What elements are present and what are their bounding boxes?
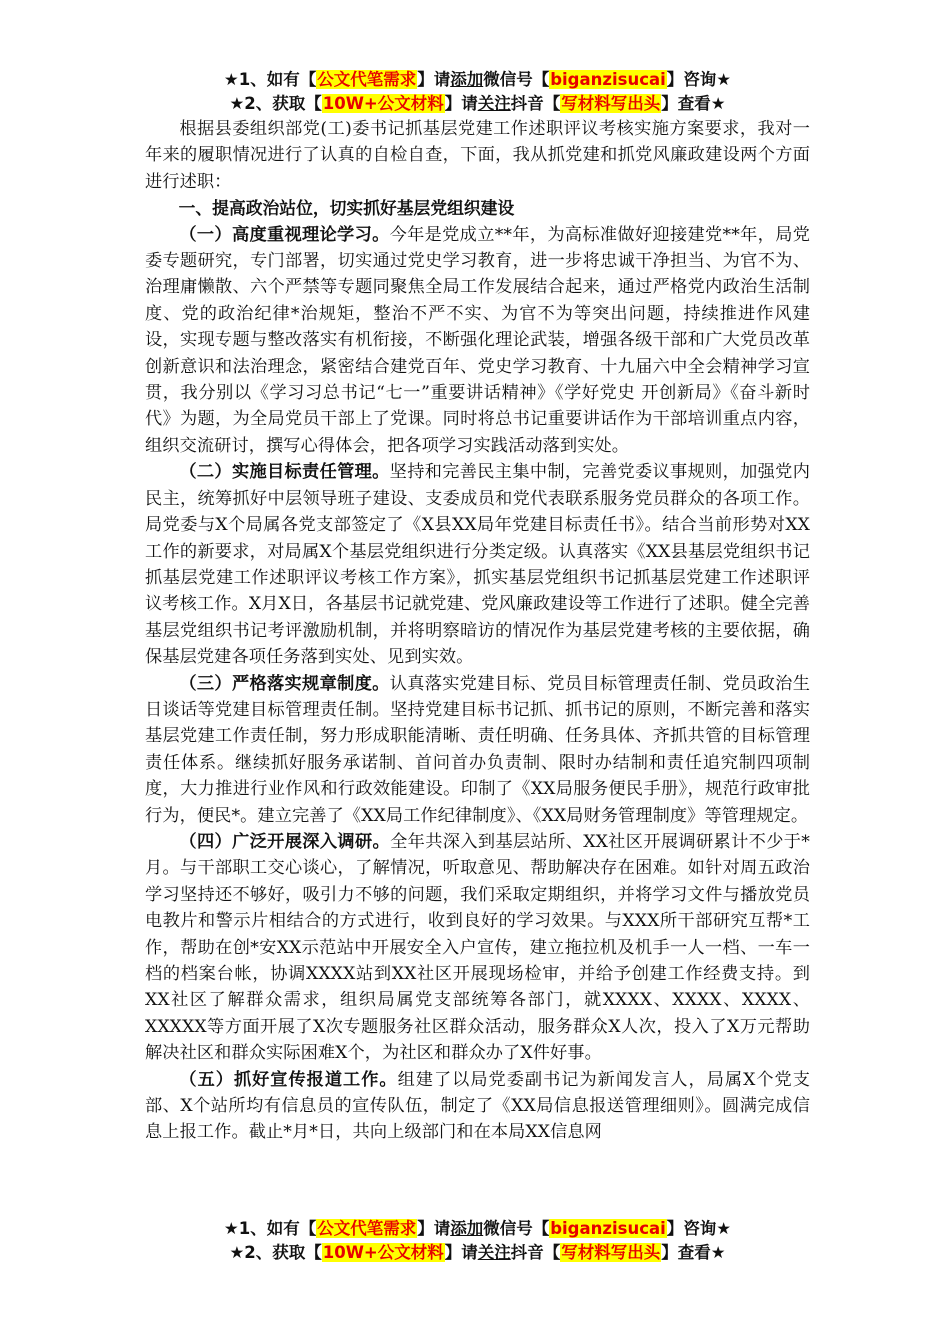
- banner-text: 】请: [444, 94, 478, 113]
- wechat-id: biganzisucai: [550, 70, 666, 89]
- highlight-text: 10W+公文材料: [322, 1243, 444, 1262]
- banner-text: 抖音【: [510, 1243, 561, 1262]
- document-page: [145, 68, 810, 1146]
- underline-text: 关注: [477, 94, 511, 113]
- paragraph-lead: （四）广泛开展深入调研。: [179, 831, 391, 852]
- intro-paragraph: 根据县委组织部党(工)委书记抓基层党建工作述职评议考核实施方案要求，我对一年来的履职情况进行了认真的自检自查，下面，我从抓党建和抓党风廉政建设两个方面进行述职：: [145, 119, 810, 192]
- banner-text: 】请: [417, 1219, 451, 1238]
- body-paragraph: [145, 222, 810, 460]
- banner-text: 】咨询★: [666, 1219, 732, 1238]
- banner-text: ★2、获取【: [229, 1243, 322, 1262]
- banner-text: ★1、如有【: [223, 1219, 317, 1238]
- douyin-account: 写材料写出头: [561, 1243, 661, 1262]
- paragraph-lead: （三）严格落实规章制度。: [179, 673, 390, 694]
- document-body: [145, 116, 810, 1146]
- highlight-text: 公文代笔需求: [317, 70, 417, 89]
- paragraph-lead: （五）抓好宣传报道工作。: [179, 1069, 398, 1090]
- underline-text: 添加: [450, 1219, 484, 1238]
- body-paragraph: [145, 671, 810, 829]
- paragraph-text: 组建了以局党委副书记为新闻发言人，局属X个党支部、X个站所均有信息员的宣传队伍，制定了《XX局信息报送管理细则》。圆满完成信息上报工作。截止*月*日，共向上级部门和在本局XX信息网: [145, 1069, 810, 1143]
- paragraph-text: 坚持和完善民主集中制，完善党委议事规则，加强党内民主，统筹抓好中层领导班子建设、支委成员和党代表联系服务党员群众的各项工作。局党委与X个局属各党支部签定了《X县XX局年党建目标责任书》。结合当前形势对XX工作的新要求，对局属X个基层党组织进行分类定级。认真落实《XX县基层党组织书记抓基层党建工作述职评议考核工作方案》，抓实基层党组织书记抓基层党建工作述职评议考核工作。X月X日，各基层书记就党建、党风廉政建设等工作进行了述职。健全完善基层党组织书记考评激励机制，并将明察暗访的情况作为基层党建考核的主要依据，确保基层党建各项任务落到实处、见到实效。: [145, 462, 810, 668]
- body-paragraph: [145, 1067, 810, 1146]
- body-paragraph: [145, 829, 810, 1067]
- banner-text: 微信号【: [483, 70, 550, 89]
- banner-text: ★1、如有【: [223, 70, 317, 89]
- body-paragraph: [145, 459, 810, 670]
- underline-text: 添加: [450, 70, 484, 89]
- banner-text: 抖音【: [510, 94, 561, 113]
- banner-text: 】咨询★: [666, 70, 732, 89]
- banner-text: 微信号【: [483, 1219, 550, 1238]
- footer-banner: [145, 1217, 810, 1265]
- douyin-account: 写材料写出头: [561, 94, 661, 113]
- paragraph-lead: （一）高度重视理论学习。: [179, 224, 390, 245]
- paragraph-lead: （二）实施目标责任管理。: [179, 462, 390, 483]
- banner-text: 】请: [417, 70, 451, 89]
- banner-line-1: [145, 68, 810, 92]
- banner-text: 】查看★: [661, 94, 726, 113]
- underline-text: 关注: [477, 1243, 511, 1262]
- highlight-text: 公文代笔需求: [317, 1219, 417, 1238]
- banner-line-1: [145, 1217, 810, 1241]
- section-heading: 一、提高政治站位，切实抓好基层党组织建设: [178, 198, 515, 219]
- header-banner: [145, 68, 810, 116]
- paragraph-text: 今年是党成立**年，为高标准做好迎接建党**年，局党委专题研究，专门部署，切实通过党史学习教育，进一步将忠诚干净担当、为官不为、治理庸懒散、六个严禁等专题同聚焦全局工作发展结合起来，通过严格党内政治生活制度、党的政治纪律*治规矩，整治不严不实、为官不为等突出问题，持续推进作风建设，实现专题与整改落实有机衔接，不断强化理论武装，增强各级干部和广大党员改革创新意识和法治理念，紧密结合建党百年、党史学习教育、十九届六中全会精神学习宣贯，我分别以《学习习总书记“七一”重要讲话精神》《学好党史 开创新局》《奋斗新时代》为题，为全局党员干部上了党课。同时将总书记重要讲话作为干部培训重点内容，组织交流研讨，撰写心得体会，把各项学习实践活动落到实处。: [145, 224, 810, 456]
- paragraph-text: 全年共深入到基层站所、XX社区开展调研累计不少于*月。与干部职工交心谈心，了解情况，听取意见、帮助解决存在困难。如针对周五政治学习坚持还不够好，吸引力不够的问题，我们采取定期组织，并将学习文件与播放党员电教片和警示片相结合的方式进行，收到良好的学习效果。与XXX所干部研究互帮*工作，帮助在创*安XX示范站中开展安全入户宣传，建立拖拉机及机手一人一档、一车一档的档案台帐，协调XXXX站到XX社区开展现场检审，并给予创建工作经费支持。到XX社区了解群众需求，组织局属党支部统筹各部门，就XXXX、XXXX、XXXX、XXXXX等方面开展了X次专题服务社区群众活动，服务群众X人次，投入了X万元帮助解决社区和群众实际困难X个，为社区和群众办了X件好事。: [145, 831, 810, 1064]
- banner-text: ★2、获取【: [229, 94, 322, 113]
- banner-line-2: [145, 1241, 810, 1265]
- highlight-text: 10W+公文材料: [322, 94, 444, 113]
- banner-line-2: [145, 92, 810, 116]
- banner-text: 】请: [444, 1243, 478, 1262]
- wechat-id: biganzisucai: [550, 1219, 666, 1238]
- banner-text: 】查看★: [661, 1243, 726, 1262]
- paragraph-text: 认真落实党建目标、党员目标管理责任制、党员政治生日谈话等党建目标管理责任制。坚持党建目标书记抓、抓书记的原则，不断完善和落实基层党建工作责任制，努力形成职能清晰、责任明确、任务具体、齐抓共管的目标管理责任体系。继续抓好服务承诺制、首问首办负责制、限时办结制和责任追究制四项制度，大力推进行业作风和行政效能建设。印制了《XX局服务便民手册》，规范行政审批行为，便民*。建立完善了《XX局工作纪律制度》、《XX局财务管理制度》等管理规定。: [145, 673, 810, 826]
